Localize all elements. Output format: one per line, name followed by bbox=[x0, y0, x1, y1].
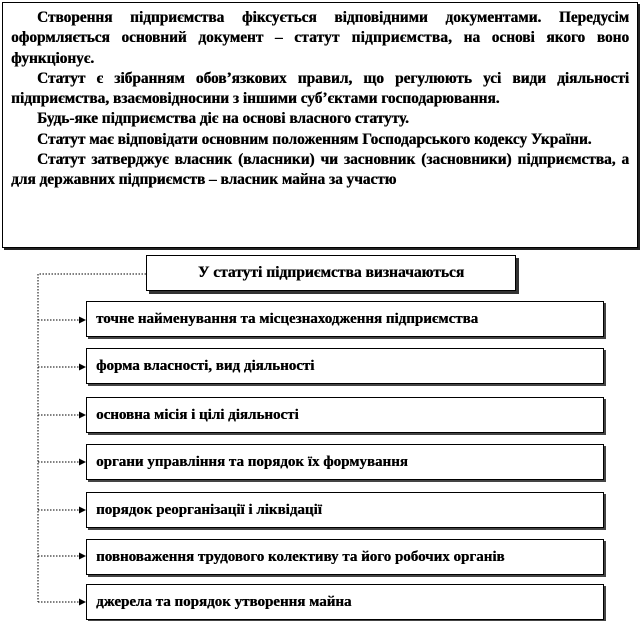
statute-item-4: органи управління та порядок їх формування bbox=[86, 444, 604, 480]
diagram-header: У статуті підприємства визначаються bbox=[146, 255, 516, 291]
statute-term: статут підприємства bbox=[294, 29, 449, 47]
statute-item-7: джерела та порядок утворення майна bbox=[86, 584, 604, 620]
intro-paragraph-3: Будь-яке підприємства діє на основі власного статуту. bbox=[37, 110, 409, 128]
statute-item-1: точне найменування та місцезнаходження підприємства bbox=[86, 301, 604, 337]
intro-paragraph-4: Статут має відповідати основним положенням Господарського кодексу України. bbox=[37, 130, 592, 148]
statute-item-6: повноваження трудового колективу та його робочих органів bbox=[86, 539, 604, 575]
intro-paragraph-5: Статут затверджує власник (власники) чи засновник (засновники) підприємства, а для державних підприємств – власник майна за участю bbox=[11, 151, 629, 189]
statute-item-5: порядок реорганізації і ліквідації bbox=[86, 492, 604, 528]
statute-item-3: основна місія і цілі діяльності bbox=[86, 397, 604, 433]
paragraph-1-end: , на основі якого воно функціонує. bbox=[11, 29, 629, 67]
intro-paragraph-2: Статут є зібранням обов’язкових правил, що регулюють усі види діяльності підприємства, взаємовідносини з іншими суб’єктами господарювання. bbox=[11, 69, 629, 108]
paragraph-1-start: Створення підприємства фіксується відповідними документами. Передусім оформляється основний документ – bbox=[11, 9, 629, 47]
statute-item-2: форма власності, вид діяльності bbox=[86, 348, 604, 384]
